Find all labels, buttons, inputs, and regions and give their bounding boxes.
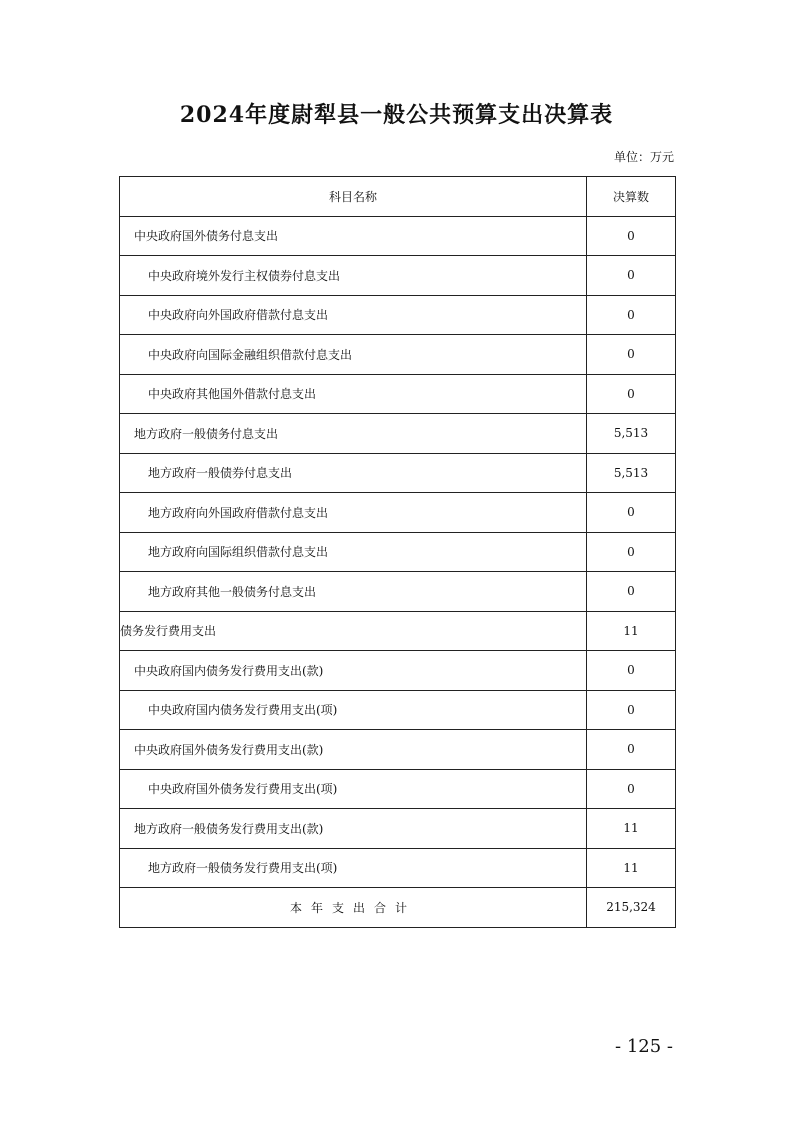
- table-row: [120, 216, 676, 256]
- table-row: [120, 532, 676, 572]
- amount-cell: 0: [587, 493, 676, 533]
- amount-cell: 0: [587, 216, 676, 256]
- amount-cell: 0: [587, 730, 676, 770]
- total-label: 本年支出合计: [120, 888, 587, 928]
- table-row: [120, 769, 676, 809]
- subject-name-cell: 地方政府一般债务发行费用支出(款): [120, 809, 587, 849]
- subject-name-cell: 中央政府其他国外借款付息支出: [120, 374, 587, 414]
- subject-name-cell: 中央政府国外债务发行费用支出(项): [120, 769, 587, 809]
- amount-cell: 0: [587, 572, 676, 612]
- amount-cell: 0: [587, 651, 676, 691]
- subject-name-cell: 中央政府国外债务付息支出: [120, 216, 587, 256]
- header-subject-name: 科目名称: [120, 177, 587, 217]
- amount-cell: 11: [587, 611, 676, 651]
- table-row: [120, 651, 676, 691]
- subject-name-cell: 中央政府国内债务发行费用支出(项): [120, 690, 587, 730]
- amount-cell: 0: [587, 295, 676, 335]
- amount-cell: 0: [587, 690, 676, 730]
- subject-name-cell: 地方政府其他一般债务付息支出: [120, 572, 587, 612]
- table-row: [120, 295, 676, 335]
- subject-name-cell: 中央政府向国际金融组织借款付息支出: [120, 335, 587, 375]
- subject-name-cell: 中央政府境外发行主权债券付息支出: [120, 256, 587, 296]
- table-row: [120, 335, 676, 375]
- table-row: [120, 848, 676, 888]
- table-row: [120, 374, 676, 414]
- page-number: - 125 -: [615, 1036, 673, 1057]
- unit-label: 单位：万元: [613, 150, 674, 164]
- table-row: [120, 730, 676, 770]
- amount-cell: 5,513: [587, 414, 676, 454]
- table-row: [120, 493, 676, 533]
- amount-cell: 5,513: [587, 453, 676, 493]
- amount-cell: 0: [587, 256, 676, 296]
- table-row: [120, 256, 676, 296]
- table-body: [120, 216, 676, 927]
- amount-cell: 0: [587, 335, 676, 375]
- total-amount: 215,324: [587, 888, 676, 928]
- subject-name-cell: 地方政府一般债务发行费用支出(项): [120, 848, 587, 888]
- total-row: [120, 888, 676, 928]
- budget-table: [119, 176, 676, 928]
- subject-name-cell: 地方政府向外国政府借款付息支出: [120, 493, 587, 533]
- subject-name-cell: 地方政府一般债务付息支出: [120, 414, 587, 454]
- table-header-row: [120, 177, 676, 217]
- subject-name-cell: 地方政府一般债券付息支出: [120, 453, 587, 493]
- header-final-amount: 决算数: [587, 177, 676, 217]
- subject-name-cell: 中央政府国内债务发行费用支出(款): [120, 651, 587, 691]
- amount-cell: 11: [587, 848, 676, 888]
- table-row: [120, 809, 676, 849]
- table-row: [120, 414, 676, 454]
- table-row: [120, 453, 676, 493]
- subject-name-cell: 中央政府向外国政府借款付息支出: [120, 295, 587, 335]
- page-title: 2024年度尉犁县一般公共预算支出决算表: [179, 102, 614, 128]
- amount-cell: 0: [587, 769, 676, 809]
- table-row: [120, 690, 676, 730]
- amount-cell: 0: [587, 532, 676, 572]
- amount-cell: 0: [587, 374, 676, 414]
- subject-name-cell: 债务发行费用支出: [120, 611, 587, 651]
- table-row: [120, 572, 676, 612]
- subject-name-cell: 中央政府国外债务发行费用支出(款): [120, 730, 587, 770]
- table-row: [120, 611, 676, 651]
- amount-cell: 11: [587, 809, 676, 849]
- subject-name-cell: 地方政府向国际组织借款付息支出: [120, 532, 587, 572]
